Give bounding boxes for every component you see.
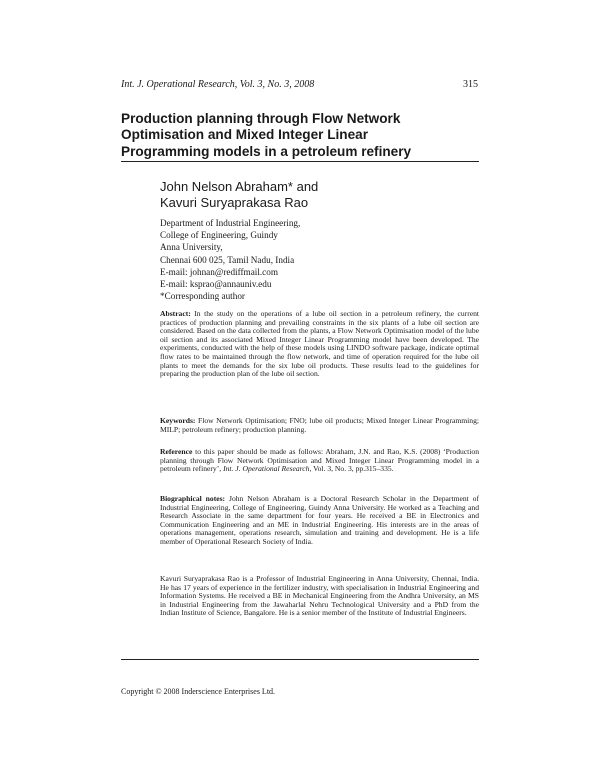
- title-line: Production planning through Flow Network: [121, 111, 401, 126]
- biography-rao: [160, 575, 479, 618]
- abstract-label: Abstract:: [160, 309, 191, 318]
- bio-label: Biographical notes:: [160, 494, 226, 503]
- reference-label: Reference: [160, 447, 193, 456]
- page-number: 315: [463, 79, 478, 90]
- affiliation-line: Anna University,: [160, 242, 223, 253]
- affiliation-line: College of Engineering, Guindy: [160, 230, 278, 241]
- author-names: [160, 179, 318, 211]
- keywords-label: Keywords:: [160, 416, 196, 425]
- title-line: Optimisation and Mixed Integer Linear: [121, 127, 368, 143]
- title-line: Programming models in a petroleum refinery: [121, 143, 412, 159]
- affiliation-line: Department of Industrial Engineering,: [160, 218, 301, 228]
- reference-text: to this paper should be made as follows: Abraham, J.N. and Rao, K.S. (2008) ‘Production planning through Flow Network Optimisation and Mixed Integer Linear Programming model in a petroleum refinery’,: [160, 447, 479, 474]
- reference-journal: Int. J. Operational Research: [223, 464, 310, 474]
- abstract-text: In the study on the operations of a lube oil section in a petroleum refinery, the current practices of production planning and prevailing constraints in the six plants of a lube oil section are considered. Based on the data collected from the plants, a Flow Network Optimisation model of the lube oil section and its associated Mixed Integer Linear Programming model have been developed. The experiments, conducted with the help of these models using LINDO software package, indicate optimal flow rates to be maintained through the flow network, and time of operation required for the lube oil plants to meet the demands for the six lube oil products. These results lead to the guidelines for preparing the production plan of the lube oil section.: [160, 309, 479, 379]
- bio-text-abraham: John Nelson Abraham is a Doctoral Research Scholar in the Department of Industrial Engineering, College of Engineering, Guindy Anna University. He worked as a Teaching and Research Associate in the same department for four years. He received a BE in Electronics and Communication Engineering and an ME in Industrial Engineering. His interests are in the areas of operations management, operations research, simulation and training and development. He is a life member of Operational Research Society of India.: [160, 494, 479, 546]
- paper-title: [121, 111, 461, 160]
- biographical-notes: [160, 495, 479, 547]
- author-line: Kavuri Suryaprakasa Rao: [160, 195, 309, 210]
- reference: [160, 448, 479, 474]
- footer-divider: [121, 659, 479, 660]
- affiliation-line: Chennai 600 025, Tamil Nadu, India: [160, 254, 295, 265]
- bio-text-rao: Kavuri Suryaprakasa Rao is a Professor of Industrial Engineering in Anna University, Chennai, India. He has 17 years of experience in the fertilizer industry, with specialisation in Industrial Engineering and Information Systems. He received a BE in Mechanical Engineering from the Andhra University, an MS in Industrial Engineering from the Jawaharlal Nehru Technological University and a PhD from the Indian Institute of Science, Bangalore. He is a senior member of the Institute of Industrial Engineers.: [160, 574, 479, 618]
- copyright-notice: Copyright © 2008 Inderscience Enterprises Ltd.: [121, 687, 276, 696]
- affiliation: [160, 217, 300, 302]
- journal-citation: Int. J. Operational Research, Vol. 3, No. 3, 2008: [121, 79, 315, 90]
- keywords-text: Flow Network Optimisation; FNO; lube oil products; Mixed Integer Linear Programming; MILP; petroleum refinery; production planning.: [160, 416, 479, 434]
- author-line: John Nelson Abraham* and: [160, 179, 319, 194]
- email-line: E-mail: johnan@rediffmail.com: [160, 266, 278, 277]
- reference-tail: , Vol. 3, No. 3, pp.315–335.: [309, 464, 394, 474]
- title-divider: [121, 161, 479, 162]
- keywords: [160, 417, 479, 434]
- email-line: E-mail: ksprao@annauniv.edu: [160, 279, 272, 290]
- corresponding-author-note: *Corresponding author: [160, 291, 245, 302]
- abstract: [160, 310, 479, 379]
